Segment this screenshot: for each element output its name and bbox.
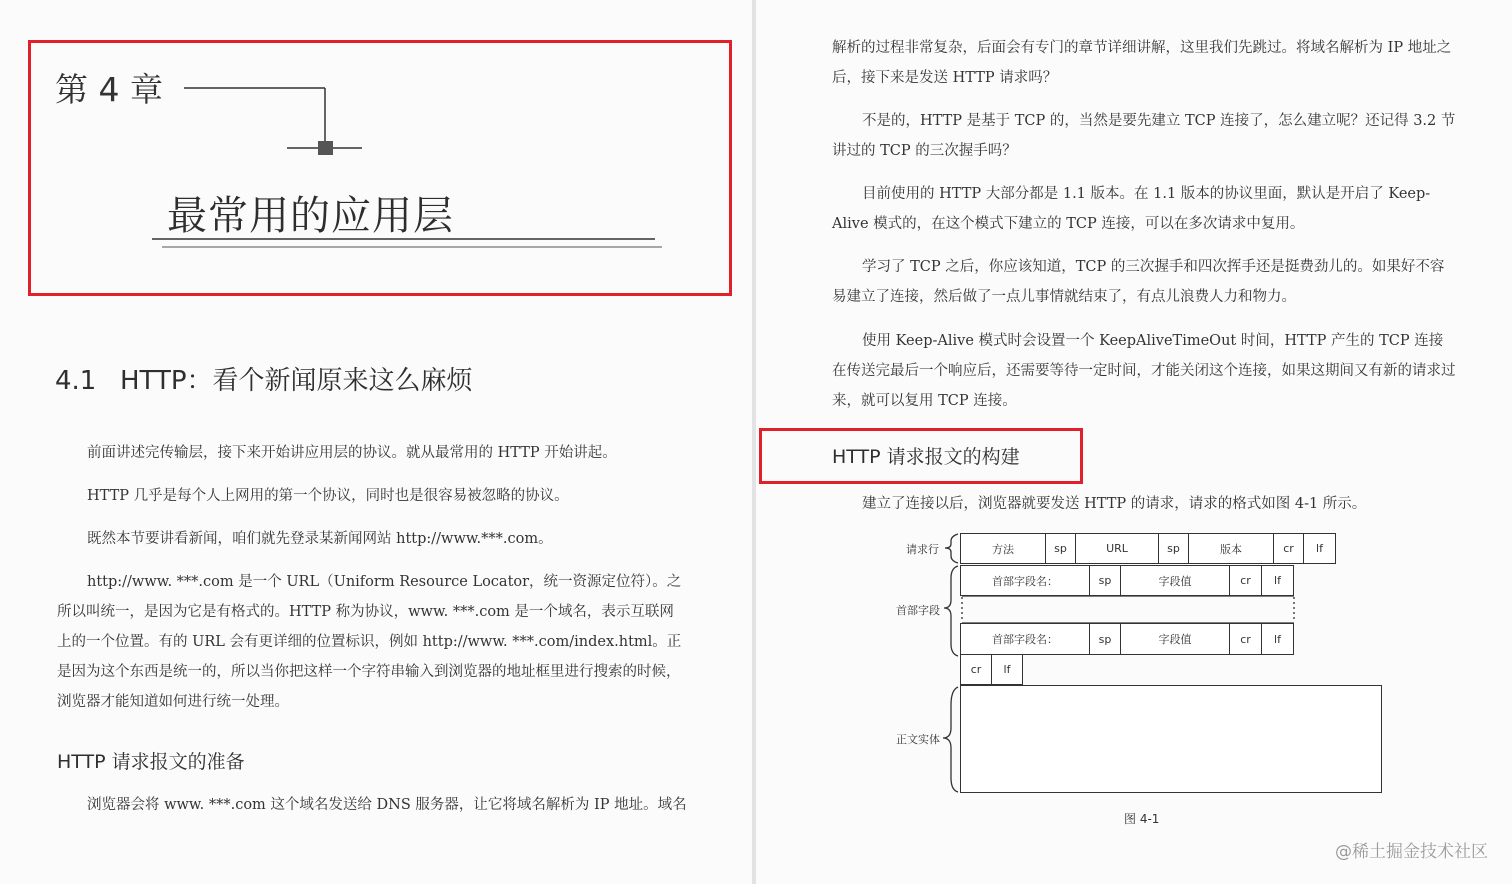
cell-version: 版本 <box>1188 533 1274 564</box>
paragraph-text: 既然本节要讲看新闻，咱们就先登录某新闻网站 http://www.***.com。 <box>87 531 553 547</box>
chapter-title: 最常用的应用层 <box>167 193 454 239</box>
cell-header-value: 字段值 <box>1120 623 1230 655</box>
figure-caption: 图 4-1 <box>1124 812 1160 826</box>
paragraph-text: 前面讲述完传输层，接下来开始讲应用层的协议。就从最常用的 HTTP 开始讲起。 <box>87 445 617 461</box>
watermark: @稀土掘金技术社区 <box>1335 842 1488 862</box>
label-header-fields: 首部字段 <box>896 604 940 617</box>
cell-lf: lf <box>1261 565 1294 596</box>
cell-sp: sp <box>1158 533 1189 564</box>
cell-sp: sp <box>1045 533 1076 564</box>
cell-cr: cr <box>1273 533 1304 564</box>
subheading-build: HTTP 请求报文的构建 <box>832 446 1020 468</box>
cell-body <box>960 685 1382 793</box>
paragraph-text: http://www. ***.com 是一个 URL（Uniform Resource Locator，统一资源定位符）。之所以叫统一，是因为它是有格式的。HTTP 称为协议，www. ***.com 是一个域名，表示互联网上的一个位置。有的 URL 会有更详细的位置标识，例如 http://www. ***.com/index.html。正是因为这个东西是统一的，所以当你把这样一个字符串输入到浏览器的地址框里进行搜索的时候，浏览器才能知道如何进行统一处理。 <box>57 574 682 710</box>
paragraph-text: 使用 Keep-Alive 模式时会设置一个 KeepAliveTimeOut 时间，HTTP 产生的 TCP 连接在传送完最后一个响应后，还需要等待一定时间，才能关闭这个连接，如果这期间又有新的请求过来，就可以复用 TCP 连接。 <box>832 333 1456 409</box>
section-number: 4.1 <box>55 366 97 396</box>
cell-cr: cr <box>960 654 992 685</box>
cell-sp: sp <box>1089 623 1121 655</box>
cell-cr: cr <box>1229 565 1262 596</box>
cell-lf: lf <box>1261 623 1294 655</box>
cell-header-name: 首部字段名： <box>960 565 1090 596</box>
subheading-prepare: HTTP 请求报文的准备 <box>57 751 245 773</box>
paragraph-text: 建立了连接以后，浏览器就要发送 HTTP 的请求，请求的格式如图 4-1 所示。 <box>862 496 1367 512</box>
paragraph-text: HTTP 几乎是每个人上网用的第一个协议，同时也是很容易被忽略的协议。 <box>87 488 569 504</box>
cell-lf: lf <box>991 654 1023 685</box>
label-body: 正文实体 <box>896 733 940 746</box>
cell-method: 方法 <box>960 533 1046 564</box>
paragraph-text: 不是的，HTTP 是基于 TCP 的，当然是要先建立 TCP 连接了，怎么建立呢？还记得 3.2 节讲过的 TCP 的三次握手吗？ <box>832 113 1456 159</box>
chapter-number: 第 4 章 <box>55 70 163 109</box>
cell-header-name: 首部字段名： <box>960 623 1090 655</box>
label-request-line: 请求行 <box>906 543 939 556</box>
cell-sp: sp <box>1089 565 1121 596</box>
cell-cr: cr <box>1229 623 1262 655</box>
paragraph-text: 浏览器会将 www. ***.com 这个域名发送给 DNS 服务器，让它将域名解析为 IP 地址。域名 <box>87 797 687 813</box>
cell-url: URL <box>1075 533 1159 564</box>
paragraph-text: 解析的过程非常复杂，后面会有专门的章节详细讲解，这里我们先跳过。将域名解析为 IP 地址之后，接下来是发送 HTTP 请求吗？ <box>832 40 1452 86</box>
cell-lf: lf <box>1303 533 1336 564</box>
paragraph-text: 目前使用的 HTTP 大部分都是 1.1 版本。在 1.1 版本的协议里面，默认是开启了 Keep-Alive 模式的，在这个模式下建立的 TCP 连接，可以在多次请求中复用。 <box>832 186 1431 232</box>
section-title-text: HTTP：看个新闻原来这么麻烦 <box>120 366 473 396</box>
cell-header-value: 字段值 <box>1120 565 1230 596</box>
paragraph-text: 学习了 TCP 之后，你应该知道，TCP 的三次握手和四次挥手还是挺费劲儿的。如果好不容易建立了连接，然后做了一点儿事情就结束了，有点儿浪费人力和物力。 <box>832 259 1445 305</box>
